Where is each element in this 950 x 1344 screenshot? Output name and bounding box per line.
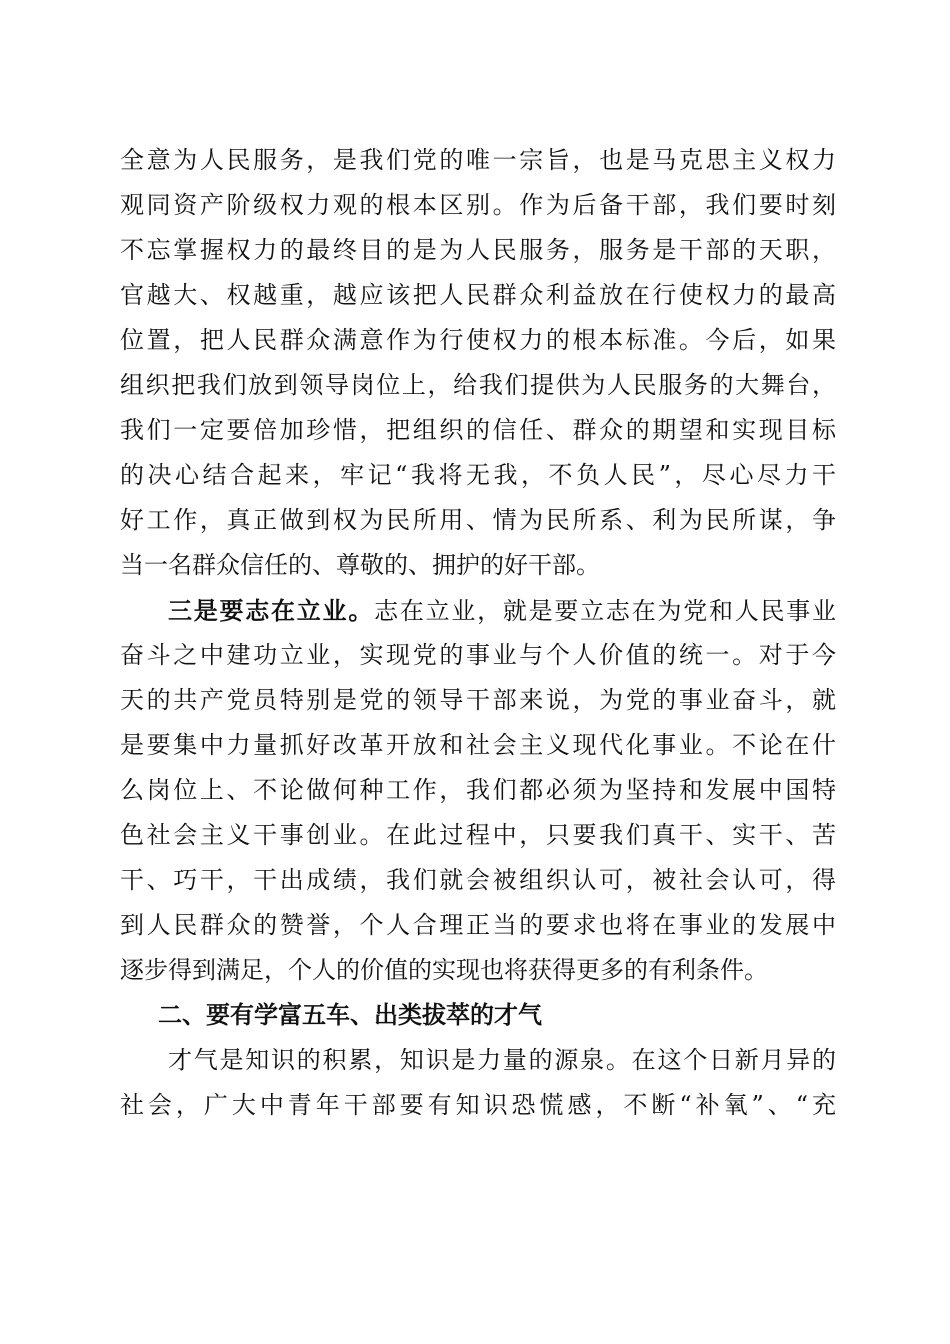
paragraph-line: 奋斗之中建功立业，实现党的事业与个人价值的统一。对于今: [120, 641, 836, 669]
paragraph-line: 观同资产阶级权力观的根本区别。作为后备干部，我们要时刻: [120, 191, 836, 219]
paragraph-lead-rest: 志在立业，就是要立志在为党和人民事业: [374, 597, 837, 625]
document-body: [120, 138, 836, 1128]
paragraph-line: 的决心结合起来，牢记“我将无我，不负人民”，尽心尽力干: [120, 461, 836, 489]
section-heading: 二、要有学富五车、出类拔萃的才气: [158, 1001, 542, 1029]
paragraph-line: 么岗位上、不论做何种工作，我们都必须为坚持和发展中国特: [120, 776, 836, 804]
paragraph-line: 官越大、权越重，越应该把人民群众利益放在行使权力的最高: [120, 281, 836, 309]
paragraph-line: 逐步得到满足，个人的价值的实现也将获得更多的有利条件。: [120, 956, 768, 984]
paragraph-2: [120, 588, 836, 993]
paragraph-line: 我们一定要倍加珍惜，把组织的信任、群众的期望和实现目标: [120, 416, 836, 444]
paragraph-line: 好工作，真正做到权为民所用、情为民所系、利为民所谋，争: [120, 506, 836, 534]
paragraph-line: 社会，广大中青年干部要有知识恐慌感，不断“补氧”、“充: [120, 1091, 836, 1119]
paragraph-line: 是要集中力量抓好改革开放和社会主义现代化事业。不论在什: [120, 731, 836, 759]
paragraph-line: 组织把我们放到领导岗位上，给我们提供为人民服务的大舞台，: [120, 371, 836, 399]
paragraph-line: 天的共产党员特别是党的领导干部来说，为党的事业奋斗，就: [120, 686, 836, 714]
paragraph-line: 干、巧干，干出成绩，我们就会被组织认可，被社会认可，得: [120, 866, 836, 894]
paragraph-first-line: 才气是知识的积累，知识是力量的源泉。在这个日新月异的: [168, 1046, 836, 1074]
paragraph-line: 色社会主义干事创业。在此过程中，只要我们真干、实干、苦: [120, 821, 836, 849]
paragraph-line: 位置，把人民群众满意作为行使权力的根本标准。今后，如果: [120, 326, 836, 354]
paragraph-first-line: [120, 588, 836, 633]
paragraph-line: 当一名群众信任的、尊敬的、拥护的好干部。: [120, 551, 600, 579]
paragraph-lead-bold: 三是要志在立业。: [168, 596, 375, 625]
paragraph-line: 全意为人民服务，是我们党的唯一宗旨，也是马克思主义权力: [120, 146, 836, 174]
paragraph-line: 不忘掌握权力的最终目的是为人民服务，服务是干部的天职，: [120, 236, 836, 264]
paragraph-1: [120, 138, 836, 588]
paragraph-line: 到人民群众的赞誉，个人合理正当的要求也将在事业的发展中: [120, 911, 836, 939]
paragraph-3: [120, 1038, 836, 1128]
